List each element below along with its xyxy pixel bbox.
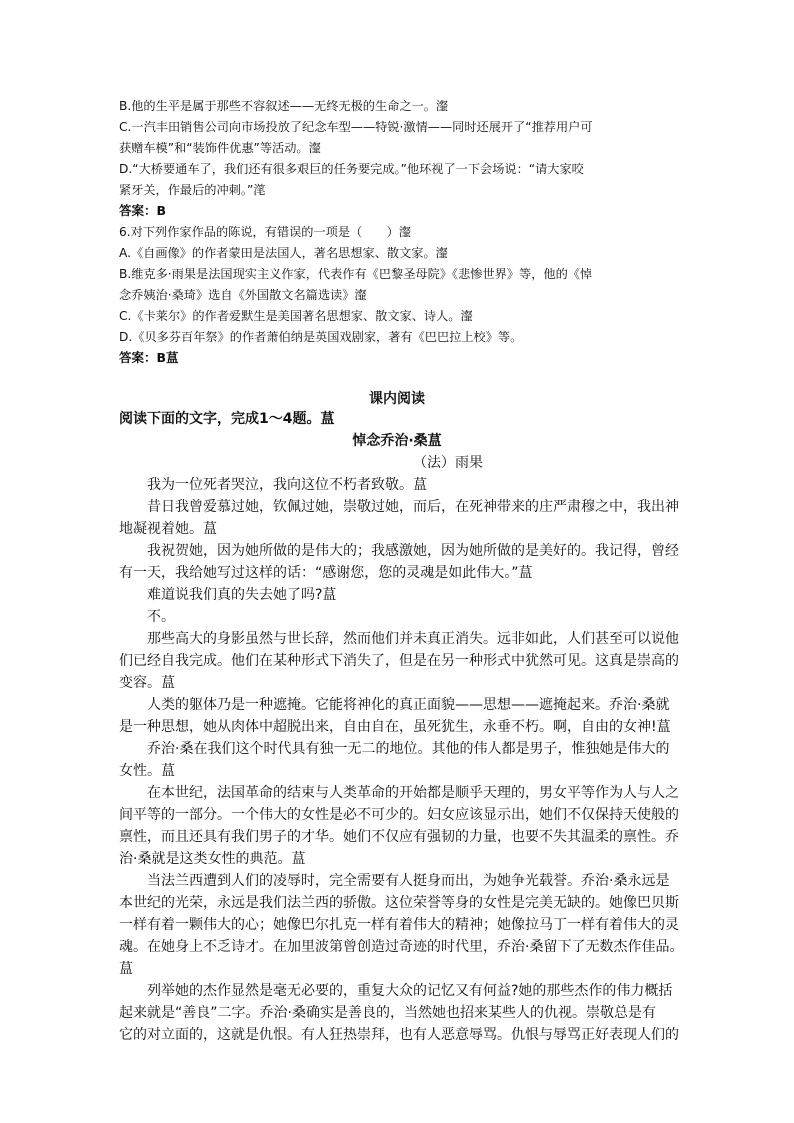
answer-6: 答案：B蒀: [119, 350, 179, 365]
essay-line: 有一天，我给她写过这样的话：“感谢您，您的灵魂是如此伟大。”蒀: [119, 565, 533, 581]
essay-line: 人类的躯体乃是一种遮掩。它能将神化的真正面貌——思想——遮掩起来。乔治·桑就: [147, 697, 670, 713]
essay-line: 我祝贺她，因为她所做的是伟大的；我感激她，因为她所做的是美好的。我记得，曾经: [147, 543, 679, 559]
option-d-line-2: 紧牙关，作最后的冲刺。”滗: [119, 183, 266, 197]
essay-title: 悼念乔治·桑蒀: [352, 433, 442, 449]
q6-option-c: C.《卡莱尔》的作者爱默生是美国著名思想家、散文家、诗人。瀣: [119, 309, 473, 323]
essay-line: 一样有着一颗伟大的心；她像巴尔扎克一样有着伟大的精神；她像拉马丁一样有着伟大的灵: [119, 917, 679, 933]
essay-line: 变容。蒀: [119, 675, 175, 691]
essay-line: 我为一位死者哭泣，我向这位不朽者致敬。蒀: [147, 477, 427, 493]
essay-line: 列举她的杰作显然是毫无必要的，重复大众的记忆又有何益?她的那些杰作的伟力概括: [147, 983, 673, 999]
essay-line: 间平等的一部分。一个伟大的女性是必不可少的。妇女应该显示出，她们不仅保持天使般的: [119, 807, 679, 823]
essay-line: 昔日我曾爱慕过她，钦佩过她，崇敬过她，而后，在死神带来的庄严肃穆之中，我出神: [147, 499, 679, 515]
essay-line: 难道说我们真的失去她了吗?蒀: [147, 587, 337, 603]
essay-line: 禀性，而且还具有我们男子的才华。她们不仅应有强韧的力量，也要不失其温柔的禀性。乔: [119, 829, 679, 845]
section-title: 课内阅读: [369, 391, 425, 407]
option-c-line-2: 获赠车模”和“装饰件优惠”等活动。瀣: [119, 141, 321, 155]
question-6-stem: 6.对下列作家作品的陈说，有错误的一项是（ ）瀣: [119, 225, 411, 239]
essay-line: 治·桑就是这类女性的典范。蒀: [119, 851, 306, 867]
answer-5: 答案：B: [119, 203, 167, 218]
essay-line: 女性。蒀: [119, 763, 175, 779]
essay-line: 起来就是“善良”二字。乔治·桑确实是善良的，当然她也招来某些人的仇视。崇敬总是有: [119, 1005, 656, 1021]
option-d-line-1: D.“大桥要通车了，我们还有很多艰巨的任务要完成。”他环视了一下会场说：“请大家咬: [119, 162, 584, 176]
essay-line: 乔治·桑在我们这个时代具有独一无二的地位。其他的伟人都是男子，惟独她是伟大的: [147, 741, 670, 757]
essay-line: 在本世纪，法国革命的结束与人类革命的开始都是顺乎天理的，男女平等作为人与人之: [147, 785, 679, 801]
essay-line: 当法兰西遭到人们的凌辱时，完全需要有人挺身而出，为她争光载誉。乔治·桑永远是: [147, 873, 670, 889]
q6-option-b-line-1: B.维克多·雨果是法国现实主义作家，代表作有《巴黎圣母院》《悲惨世界》等，他的《悼: [119, 267, 593, 281]
essay-author: （法）雨果: [413, 455, 483, 471]
option-c-line-1: C.一汽丰田销售公司向市场投放了纪念车型——特锐·激情——同时还展开了“推荐用户可: [119, 120, 593, 134]
reading-instruction: 阅读下面的文字，完成1～4题。蒀: [119, 411, 335, 427]
q6-option-b-line-2: 念乔姨治·桑琦》选自《外国散文名篇选读》瀣: [119, 288, 367, 302]
q6-option-a: A.《自画像》的作者蒙田是法国人，著名思想家、散文家。瀣: [119, 246, 448, 260]
option-b-line: B.他的生平是属于那些不容叙述——无终无极的生命之一。瀣: [119, 99, 449, 113]
essay-line: 本世纪的光荣，永远是我们法兰西的骄傲。这位荣誉等身的女性是完美无缺的。她像巴贝斯: [119, 895, 679, 911]
essay-line: 是一种思想，她从肉体中超脱出来，自由自在，虽死犹生，永垂不朽。啊，自由的女神!蒀: [119, 719, 671, 735]
essay-line: 那些高大的身影虽然与世长辞，然而他们并未真正消失。远非如此，人们甚至可以说他: [147, 631, 679, 647]
essay-line: 它的对立面的，这就是仇恨。有人狂热崇拜，也有人恶意辱骂。仇恨与辱骂正好表现人们的: [119, 1027, 679, 1043]
essay-line: 魂。在她身上不乏诗才。在加里波第曾创造过奇迹的时代里，乔治·桑留下了无数杰作佳品。: [119, 939, 684, 955]
q6-option-d: D.《贝多芬百年祭》的作者萧伯纳是英国戏剧家，著有《巴巴拉上校》等。: [119, 330, 523, 344]
essay-line: 地凝视着她。蒀: [119, 521, 217, 537]
essay-line: 们已经自我完成。他们在某种形式下消失了，但是在另一种形式中犹然可见。这真是崇高的: [119, 653, 679, 669]
essay-line: 蒀: [119, 961, 133, 977]
essay-line: 不。: [147, 609, 175, 625]
